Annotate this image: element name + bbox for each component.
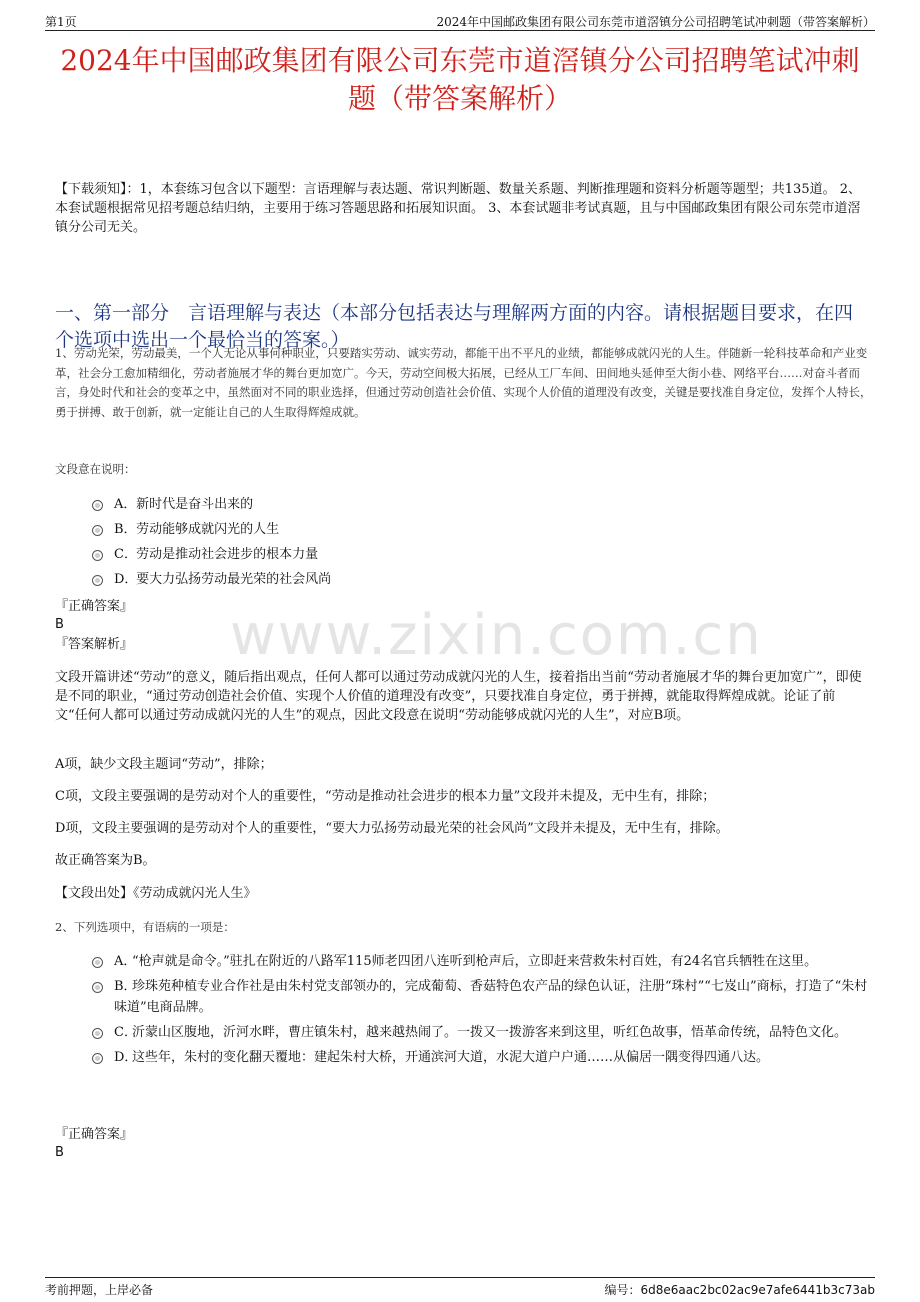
q1-analysis-main: 文段开篇讲述“劳动”的意义，随后指出观点，任何人都可以通过劳动成就闪光的人生，接着指出当前“劳动者施展才华的舞台更加宽广”，即使是不同的职业，“通过劳动创造社会价值、实现个人价值的道理没有改变”，只要找准自身定位，勇于拼搏，就能取得辉煌成就。论证了前文“任何人都可以通过劳动成就闪光的人生”的观点，因此文段意在说明“劳动能够成就闪光的人生”，对应B项。 — [55, 670, 862, 723]
q1-conclusion: 故正确答案为B。 — [55, 853, 156, 868]
option-text: “枪声就是命令。”驻扎在附近的八路军115师老四团八连听到枪声后，立即赶来营救朱村百姓，有24名官兵牺牲在这里。 — [132, 954, 818, 969]
q2-option-a[interactable] — [92, 951, 870, 972]
radio-icon[interactable] — [92, 525, 103, 536]
page-footer — [45, 1277, 875, 1296]
q1-analysis-a: A项，缺少文段主题词“劳动”，排除； — [55, 757, 273, 772]
q2-answer-title: 『正确答案』 — [55, 1127, 134, 1142]
radio-icon[interactable] — [92, 575, 103, 586]
q1-analysis-d: D项，文段主要强调的是劳动对个人的重要性，“要大力弘扬劳动最光荣的社会风尚”文段并未提及，无中生有，排除。 — [55, 821, 729, 836]
option-label: D． — [114, 1050, 138, 1065]
option-text: 沂蒙山区腹地，沂河水畔，曹庄镇朱村，越来越热闹了。一拨又一拨游客来到这里，听红色故事，悟革命传统，品特色文化。 — [132, 1025, 848, 1040]
radio-icon[interactable] — [92, 500, 103, 511]
q2-options — [92, 951, 870, 1072]
q1-answer: B — [55, 617, 64, 632]
q1-prompt: 文段意在说明： — [55, 462, 136, 476]
option-label: C． — [114, 547, 137, 562]
q2-option-b[interactable] — [92, 976, 870, 1018]
radio-icon[interactable] — [92, 1053, 103, 1064]
q1-option-a[interactable] — [92, 494, 870, 515]
option-label: B． — [114, 979, 137, 994]
watermark: www.zixin.com.cn — [230, 603, 763, 668]
q1-answer-title: 『正确答案』 — [55, 599, 134, 614]
q1-option-c[interactable] — [92, 544, 870, 565]
page-number: 第1页 — [45, 15, 77, 29]
radio-icon[interactable] — [92, 982, 103, 993]
option-label: D． — [114, 572, 138, 587]
q1-source: 【文段出处】《劳动成就闪光人生》 — [55, 886, 257, 901]
download-notice: 【下载须知】：1，本套练习包含以下题型：言语理解与表达题、常识判断题、数量关系题、判断推理题和资料分析题等题型；共135道。 2、本套试题根据常见招考题总结归纳，主要用于练习答题思路和拓展知识面。 3、本套试题非考试真题，且与中国邮政集团有限公司东莞市道滘镇分公司无关。 — [55, 182, 861, 235]
q1-analysis-title: 『答案解析』 — [55, 637, 134, 652]
q2-answer: B — [55, 1145, 64, 1160]
q1-analysis-c: C项，文段主要强调的是劳动对个人的重要性，“劳动是推动社会进步的根本力量”文段并未提及，无中生有，排除； — [55, 789, 716, 804]
header-doc-title: 2024年中国邮政集团有限公司东莞市道滘镇分公司招聘笔试冲刺题（带答案解析） — [436, 15, 875, 29]
document-title: 2024年中国邮政集团有限公司东莞市道滘镇分公司招聘笔试冲刺题（带答案解析） — [60, 44, 860, 115]
q2-option-d[interactable] — [92, 1047, 870, 1068]
option-label: A． — [114, 954, 137, 969]
footer-code — [604, 1281, 875, 1298]
q1-options — [92, 494, 870, 594]
option-text: 要大力弘扬劳动最光荣的社会风尚 — [136, 572, 332, 587]
q1-stem: 1、劳动光荣，劳动最美，一个人无论从事何种职业，只要踏实劳动、诚实劳动，都能干出不平凡的业绩，都能够成就闪光的人生。伴随新一轮科技革命和产业变革，社会分工愈加精细化，劳动者施展才华的舞台更加宽广。今天，劳动空间极大拓展，已经从工厂车间、田间地头延伸至大街小巷、网络平台……对奋斗者而言，身处时代和社会的变革之中，虽然面对不同的职业选择，但通过劳动创造社会价值、实现个人价值的道理没有改变，关键是要找准自身定位，发挥个人特长，勇于拼搏、敢于创新，就一定能让自己的人生取得辉煌成就。 — [55, 346, 872, 419]
option-text: 劳动是推动社会进步的根本力量 — [136, 547, 319, 562]
page-header — [45, 10, 875, 31]
q2-stem: 2、下列选项中，有语病的一项是： — [55, 920, 235, 934]
q1-option-d[interactable] — [92, 569, 870, 590]
radio-icon[interactable] — [92, 957, 103, 968]
option-label: A． — [114, 497, 137, 512]
radio-icon[interactable] — [92, 550, 103, 561]
section-heading: 一、第一部分 言语理解与表达（本部分包括表达与理解两方面的内容。请根据题目要求，在四个选项中选出一个最恰当的答案。） — [55, 302, 854, 351]
footer-slogan: 考前押题，上岸必备 — [45, 1283, 154, 1297]
option-text: 劳动能够成就闪光的人生 — [136, 522, 280, 537]
footer-code-value: 6d8e6aac2bc02ac9e7afe6441b3c73ab — [640, 1283, 875, 1297]
option-label: B． — [114, 522, 137, 537]
q2-option-c[interactable] — [92, 1022, 870, 1043]
option-label: C． — [114, 1025, 137, 1040]
radio-icon[interactable] — [92, 1028, 103, 1039]
option-text: 珍珠苑种植专业合作社是由朱村党支部领办的，完成葡萄、香菇特色农产品的绿色认证，注册“珠村”“七岌山”商标，打造了“朱村味道”电商品牌。 — [114, 979, 868, 1015]
q1-option-b[interactable] — [92, 519, 870, 540]
footer-code-label: 编号： — [604, 1283, 641, 1297]
option-text: 新时代是奋斗出来的 — [136, 497, 254, 512]
option-text: 这些年，朱村的变化翻天覆地：建起朱村大桥，开通滨河大道，水泥大道户户通……从偏居一隅变得四通八达。 — [132, 1050, 770, 1065]
